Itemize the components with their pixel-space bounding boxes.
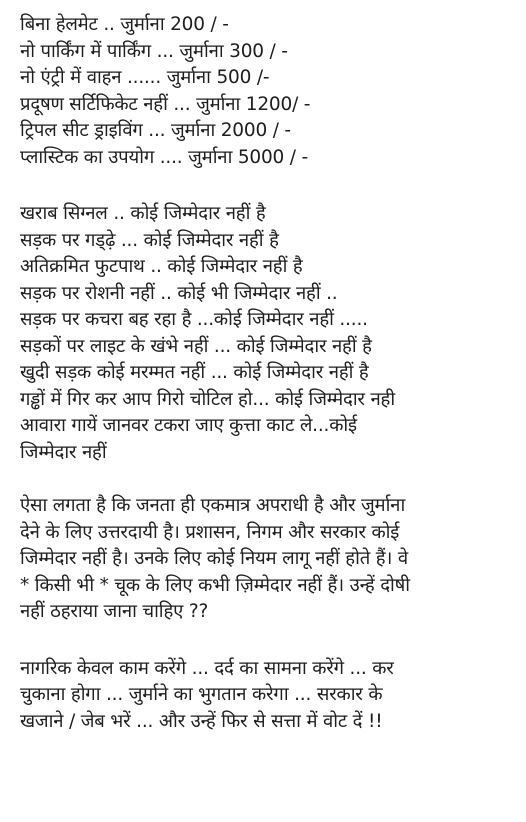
failure-item: सड़क पर कचरा बह रहा है ...कोई जिम्मेदार नहीं ..... <box>20 309 368 330</box>
fine-item: बिना हेलमेट .. जुर्माना 200 / - <box>20 14 229 35</box>
paragraph-line: * किसी भी * चूक के लिए कभी ज़िम्मेदार नहीं हैं। उन्हें दोषी <box>20 574 410 596</box>
paragraph-line: चुकाना होगा ... जुर्माने का भुगतान करेगा ... सरकार के <box>20 684 383 705</box>
failure-item: अतिक्रमित फुटपाथ .. कोई जिम्मेदार नहीं है <box>20 256 303 277</box>
failure-item: खुदी सड़क कोई मरम्मत नहीं ... कोई जिम्मेदार नहीं है <box>20 362 369 383</box>
paragraph-line: नागरिक केवल काम करेंगे ... दर्द का सामना करेंगे ... कर <box>20 657 394 679</box>
fine-item: ट्रिपल सीट ड्राइविंग ... जुर्माना 2000 / - <box>20 120 291 141</box>
fine-item: प्लास्टिक का उपयोग .... जुर्माना 5000 / - <box>20 146 308 168</box>
paragraph-line: जिम्मेदार नहीं है। उनके लिए कोई नियम लागू नहीं होते हैं। वे <box>20 548 408 569</box>
fine-item: प्रदूषण सर्टिफिकेट नहीं ... जुर्माना 1200/ - <box>20 93 311 115</box>
paragraph-spacer <box>20 171 506 201</box>
fines-list <box>20 12 506 171</box>
failure-item: सड़क पर रोशनी नहीं .. कोई भी जिम्मेदार नहीं .. <box>20 282 338 304</box>
failure-item: सड़कों पर लाइट के खंभे नहीं ... कोई जिम्मेदार नहीं है <box>20 335 372 357</box>
failure-item: जिम्मेदार नहीं <box>20 441 107 463</box>
paragraph-line: ऐसा लगता है कि जनता ही एकमात्र अपराधी है और जुर्माना <box>20 495 406 516</box>
failure-item: आवारा गायें जानवर टकरा जाए कुत्ता काट ले...कोई <box>20 415 357 436</box>
paragraph-line: नहीं ठहराया जाना चाहिए ?? <box>20 601 209 622</box>
fine-item: नो एंट्री में वाहन ...... जुर्माना 500 /- <box>20 67 270 88</box>
failure-item: खराब सिग्नल .. कोई जिम्मेदार नहीं है <box>20 203 266 224</box>
conclusion-paragraph <box>20 493 506 626</box>
failure-item: गड्ढों में गिर कर आप गिरो चोटिल हो... कोई जिम्मेदार नही <box>20 388 395 410</box>
failures-list <box>20 201 506 466</box>
fine-item: नो पार्किंग में पार्किंग ... जुर्माना 300 / - <box>20 40 288 62</box>
paragraph-line: देने के लिए उत्तरदायी है। प्रशासन, निगम और सरकार कोई <box>20 521 400 543</box>
failure-item: सड़क पर गड्ढ़े ... कोई जिम्मेदार नहीं है <box>20 229 279 251</box>
paragraph-line: खजाने / जेब भरें ... और उन्हें फिर से सत्ता में वोट दें !! <box>20 710 383 732</box>
paragraph-spacer <box>20 466 506 493</box>
paragraph-spacer <box>20 626 506 656</box>
closing-paragraph <box>20 656 506 736</box>
